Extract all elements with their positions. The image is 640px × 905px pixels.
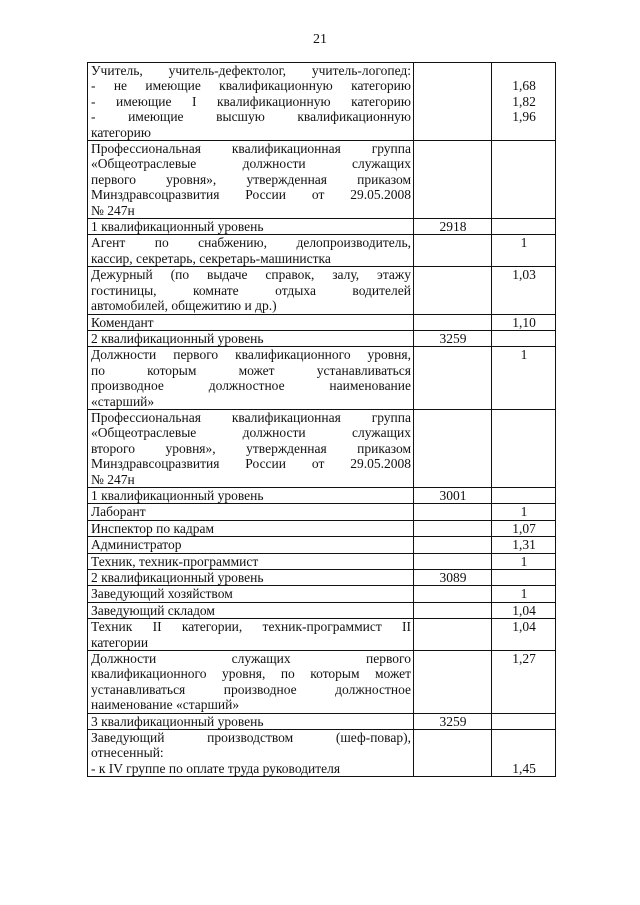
salary-value: 3259 (439, 330, 467, 346)
coefficient-cell (492, 504, 556, 520)
position-name-line: - имеющие высшую квалификационную (91, 109, 411, 125)
table-row (88, 487, 556, 503)
coefficient-cell (492, 487, 556, 503)
salary-value: 2918 (439, 219, 467, 235)
position-name-line: категории (91, 634, 149, 650)
salary-cell (414, 314, 492, 330)
position-name-cell (88, 537, 414, 553)
salary-coefficient-table (87, 62, 556, 777)
position-name-line: «старший» (91, 393, 155, 409)
position-name-line: квалификационного уровня, по которым может (91, 666, 411, 682)
position-name-line: производное должностное наименование (91, 378, 411, 394)
coefficient-cell (492, 347, 556, 410)
position-name-line: кассир, секретарь, секретарь-машинистка (91, 250, 331, 266)
coefficient-value: 1,07 (512, 520, 536, 536)
salary-cell (414, 651, 492, 714)
table-row (88, 651, 556, 714)
table-row (88, 330, 556, 346)
coefficient-cell (492, 409, 556, 487)
table-row (88, 347, 556, 410)
salary-cell (414, 504, 492, 520)
position-name-cell (88, 713, 414, 729)
coefficient-value: 1 (520, 347, 528, 363)
coefficient-cell (492, 219, 556, 235)
position-name-line: отнесенный: (91, 745, 164, 761)
position-name-cell (88, 347, 414, 410)
position-name-line: Лаборант (91, 504, 146, 520)
salary-cell (414, 141, 492, 219)
position-name-line: «Общеотраслевые должности служащих (91, 425, 411, 441)
position-name-line: наименование «старший» (91, 697, 240, 713)
position-name-cell (88, 141, 414, 219)
coefficient-value: 1,68 (512, 78, 536, 94)
salary-cell (414, 267, 492, 314)
position-name-line: Минздравсоцразвития России от 29.05.2008 (91, 456, 411, 472)
position-name-line: Дежурный (по выдаче справок, залу, этажу (91, 267, 411, 283)
salary-cell (414, 235, 492, 267)
table-body (88, 63, 556, 777)
table-row (88, 409, 556, 487)
table-row (88, 730, 556, 777)
coefficient-value: 1,04 (512, 619, 536, 635)
coefficient-value: 1 (520, 504, 528, 520)
salary-cell (414, 537, 492, 553)
position-name-cell (88, 487, 414, 503)
coefficient-cell (492, 570, 556, 586)
table-row (88, 219, 556, 235)
coefficient-cell (492, 537, 556, 553)
coefficient-value (495, 63, 553, 78)
position-name-line: Заведующий складом (91, 602, 215, 618)
coefficient-cell (492, 63, 556, 141)
salary-cell (414, 330, 492, 346)
salary-cell (414, 487, 492, 503)
position-name-line: Комендант (91, 314, 154, 330)
position-name-line: 1 квалификационный уровень (91, 487, 264, 503)
coefficient-cell (492, 330, 556, 346)
coefficient-value (495, 745, 553, 760)
table-row (88, 713, 556, 729)
coefficient-cell (492, 586, 556, 602)
table-row (88, 520, 556, 536)
salary-cell (414, 602, 492, 618)
table-row (88, 63, 556, 141)
coefficient-value: 1,27 (512, 651, 536, 667)
table-row (88, 537, 556, 553)
position-name-line: 2 квалификационный уровень (91, 330, 264, 346)
position-name-cell (88, 730, 414, 777)
position-name-line: 2 квалификационный уровень (91, 570, 264, 585)
salary-cell (414, 520, 492, 536)
coefficient-cell (492, 651, 556, 714)
position-name-line: № 247н (91, 202, 135, 218)
position-name-line: 3 квалификационный уровень (91, 713, 264, 729)
position-name-line: второго уровня», утвержденная приказом (91, 440, 411, 456)
coefficient-value: 1,82 (512, 93, 536, 109)
table-row (88, 619, 556, 651)
salary-cell (414, 570, 492, 586)
position-name-cell (88, 267, 414, 314)
position-name-cell (88, 602, 414, 618)
position-name-line: Администратор (91, 537, 182, 553)
table-row (88, 141, 556, 219)
position-name-line: Техник, техник-программист (91, 553, 259, 569)
coefficient-value (495, 730, 553, 745)
coefficient-cell (492, 267, 556, 314)
coefficient-cell (492, 141, 556, 219)
position-name-cell (88, 314, 414, 330)
position-name-line: 1 квалификационный уровень (91, 219, 264, 235)
position-name-cell (88, 651, 414, 714)
coefficient-value: 1 (520, 235, 528, 251)
position-name-cell (88, 235, 414, 267)
coefficient-value: 1 (520, 586, 528, 602)
position-name-line: Профессиональная квалификационная группа (91, 409, 411, 425)
coefficient-cell (492, 235, 556, 267)
position-name-cell (88, 520, 414, 536)
coefficient-value: 1,04 (512, 602, 536, 618)
coefficient-cell (492, 520, 556, 536)
table-row (88, 314, 556, 330)
coefficient-cell (492, 553, 556, 569)
coefficient-value: 1,10 (512, 314, 536, 330)
coefficient-cell (492, 619, 556, 651)
position-name-cell (88, 619, 414, 651)
table-row (88, 553, 556, 569)
table-row (88, 602, 556, 618)
position-name-line: гостиницы, комнате отдыха водителей (91, 282, 411, 298)
coefficient-value: 1,96 (512, 109, 536, 125)
position-name-line: Техник II категории, техник-программист II (91, 619, 411, 635)
position-name-line: Должности первого квалификационного уровня, (91, 347, 411, 363)
position-name-line: Заведующий хозяйством (91, 586, 233, 602)
coefficient-cell (492, 314, 556, 330)
position-name-line: Инспектор по кадрам (91, 520, 215, 536)
table-row (88, 586, 556, 602)
salary-cell (414, 409, 492, 487)
coefficient-cell (492, 713, 556, 729)
coefficient-cell (492, 730, 556, 777)
table-row (88, 235, 556, 267)
coefficient-value: 1,45 (512, 760, 536, 776)
position-name-cell (88, 504, 414, 520)
salary-cell (414, 586, 492, 602)
position-name-cell (88, 330, 414, 346)
position-name-cell (88, 553, 414, 569)
position-name-line: Заведующий производством (шеф-повар), (91, 730, 411, 746)
position-name-line: по которым может устанавливаться (91, 362, 411, 378)
position-name-line: Учитель, учитель-дефектолог, учитель-логопед: (91, 63, 411, 78)
table-row (88, 570, 556, 586)
salary-cell (414, 347, 492, 410)
position-name-cell (88, 219, 414, 235)
salary-cell (414, 713, 492, 729)
coefficient-cell (492, 602, 556, 618)
position-name-line: автомобилей, общежитию и др.) (91, 298, 277, 314)
salary-cell (414, 730, 492, 777)
position-name-cell (88, 570, 414, 586)
position-name-line: Профессиональная квалификационная группа (91, 141, 411, 157)
position-name-line: «Общеотраслевые должности служащих (91, 156, 411, 172)
position-name-line: - не имеющие квалификационную категорию (91, 78, 411, 94)
salary-value: 3259 (439, 713, 467, 729)
coefficient-value: 1,03 (512, 267, 536, 283)
salary-cell (414, 553, 492, 569)
table-row (88, 267, 556, 314)
position-name-cell (88, 586, 414, 602)
position-name-line: устанавливаться производное должностное (91, 681, 411, 697)
position-name-cell (88, 63, 414, 141)
position-name-line: - имеющие I квалификационную категорию (91, 93, 411, 109)
position-name-cell (88, 409, 414, 487)
table-row (88, 504, 556, 520)
salary-cell (414, 619, 492, 651)
coefficient-value: 1 (520, 553, 528, 569)
position-name-line: № 247н (91, 471, 135, 487)
position-name-line: Минздравсоцразвития России от 29.05.2008 (91, 187, 411, 203)
position-name-line: Агент по снабжению, делопроизводитель, (91, 235, 411, 251)
salary-value: 3001 (439, 487, 467, 503)
salary-cell (414, 63, 492, 141)
salary-value: 3089 (439, 570, 467, 585)
position-name-line: категорию (91, 124, 151, 140)
coefficient-value: 1,31 (512, 537, 536, 553)
salary-cell (414, 219, 492, 235)
position-name-line: первого уровня», утвержденная приказом (91, 171, 411, 187)
page-number: 21 (313, 32, 327, 47)
position-name-line: Должности служащих первого (91, 651, 411, 667)
position-name-line: - к IV группе по оплате труда руководителя (91, 760, 341, 776)
